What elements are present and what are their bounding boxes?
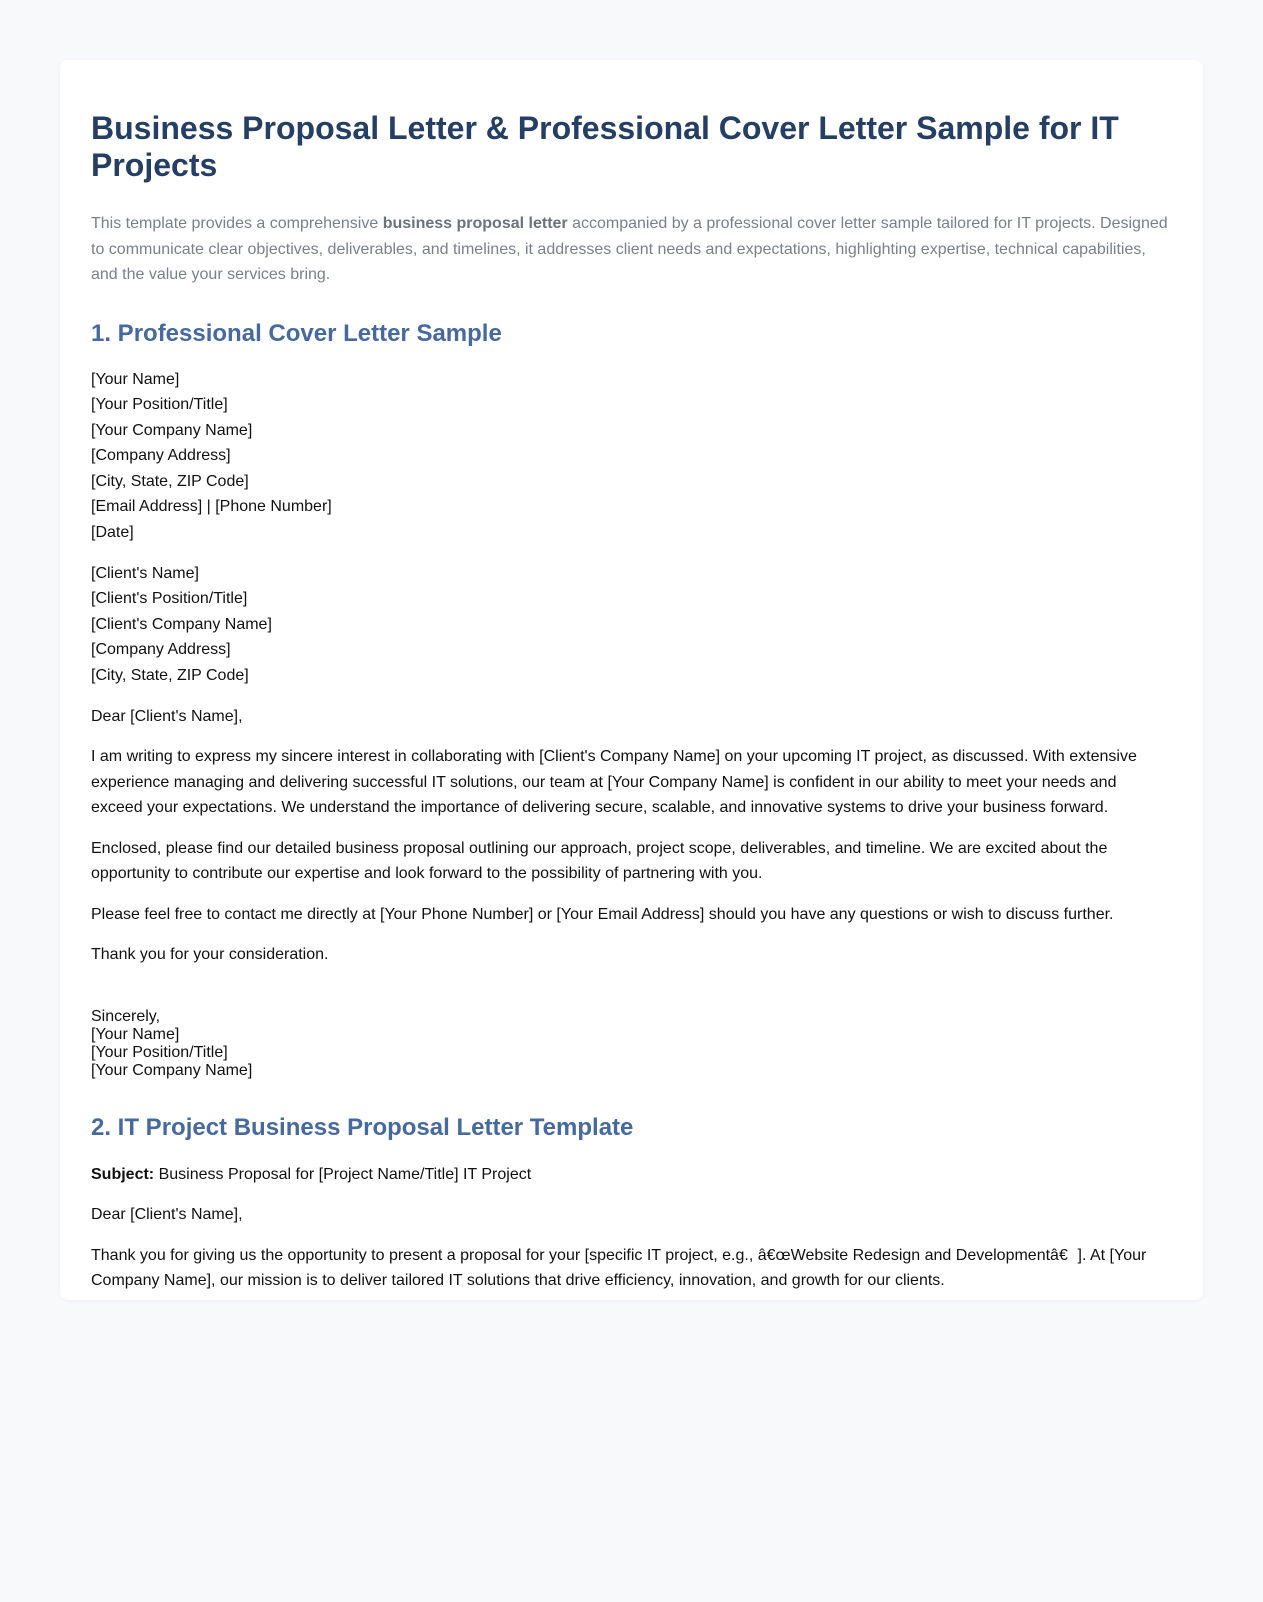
sender-line: [Company Address] bbox=[91, 447, 231, 465]
recipient-line: [Client's Position/Title] bbox=[91, 590, 248, 608]
signature-line: [Your Company Name] bbox=[91, 1061, 253, 1079]
proposal-paragraph: Thank you for giving us the opportunity to present a proposal for your [specific IT project, e.g., â€œWebsite Redesign and Developmentâ€]. At [Your Company Name], our mission is to deliver tailored IT solutions that drive efficiency, innovation, and growth for our clients. bbox=[91, 1246, 1147, 1290]
cover-salutation: Dear [Client's Name], bbox=[91, 707, 243, 725]
cover-paragraph: Thank you for your consideration. bbox=[91, 946, 329, 964]
page-title: Business Proposal Letter & Professional Cover Letter Sample for IT Projects bbox=[91, 110, 1119, 183]
sender-line: [Your Name] bbox=[91, 370, 180, 388]
sender-address-block bbox=[91, 367, 1172, 546]
section2-heading: 2. IT Project Business Proposal Letter Template bbox=[91, 1113, 634, 1141]
intro-text-after: accompanied by a professional cover letter sample tailored for IT projects. Designed to communicate clear objectives, deliverables, and timelines, it addresses client needs and expectations, highlighting expertise, technical capabilities, and the value your services bring. bbox=[91, 215, 1168, 283]
proposal-salutation: Dear [Client's Name], bbox=[91, 1206, 243, 1224]
cover-paragraph: I am writing to express my sincere interest in collaborating with [Client's Company Name] on your upcoming IT project, as discussed. With extensive experience managing and delivering successful IT solutions, our team at [Your Company Name] is confident in our ability to meet your needs and exceed your expectations. We understand the importance of delivering secure, scalable, and innovative systems to drive your business forward. bbox=[91, 748, 1137, 817]
sender-line: [Your Company Name] bbox=[91, 421, 253, 439]
intro-text-before: This template provides a comprehensive bbox=[91, 215, 383, 232]
subject-text: Business Proposal for [Project Name/Title] IT Project bbox=[154, 1165, 532, 1183]
recipient-address-block bbox=[91, 561, 1172, 689]
document-card bbox=[60, 60, 1203, 1300]
intro-bold-term: business proposal letter bbox=[382, 215, 568, 232]
intro-paragraph bbox=[91, 211, 1172, 288]
recipient-line: [Client's Company Name] bbox=[91, 615, 272, 633]
signature-line: Sincerely, bbox=[91, 1007, 161, 1025]
recipient-line: [Company Address] bbox=[91, 641, 231, 659]
recipient-line: [Client's Name] bbox=[91, 564, 199, 582]
signature-line: [Your Position/Title] bbox=[91, 1043, 228, 1061]
subject-label: Subject: bbox=[91, 1165, 155, 1183]
section1-heading: 1. Professional Cover Letter Sample bbox=[91, 319, 502, 347]
sender-line: [Date] bbox=[91, 524, 134, 542]
cover-paragraph: Enclosed, please find our detailed business proposal outlining our approach, project scope, deliverables, and timeline. We are excited about the opportunity to contribute our expertise and look forward to the possibility of partnering with you. bbox=[91, 839, 1108, 883]
sender-line: [City, State, ZIP Code] bbox=[91, 472, 249, 490]
recipient-line: [City, State, ZIP Code] bbox=[91, 667, 249, 685]
signature-block bbox=[91, 1008, 1172, 1080]
sender-line: [Your Position/Title] bbox=[91, 396, 228, 414]
sender-line: [Email Address] | [Phone Number] bbox=[91, 498, 332, 516]
cover-paragraph: Please feel free to contact me directly at [Your Phone Number] or [Your Email Address] should you have any questions or wish to discuss further. bbox=[91, 905, 1114, 923]
signature-line: [Your Name] bbox=[91, 1025, 180, 1043]
proposal-subject bbox=[91, 1162, 1172, 1188]
